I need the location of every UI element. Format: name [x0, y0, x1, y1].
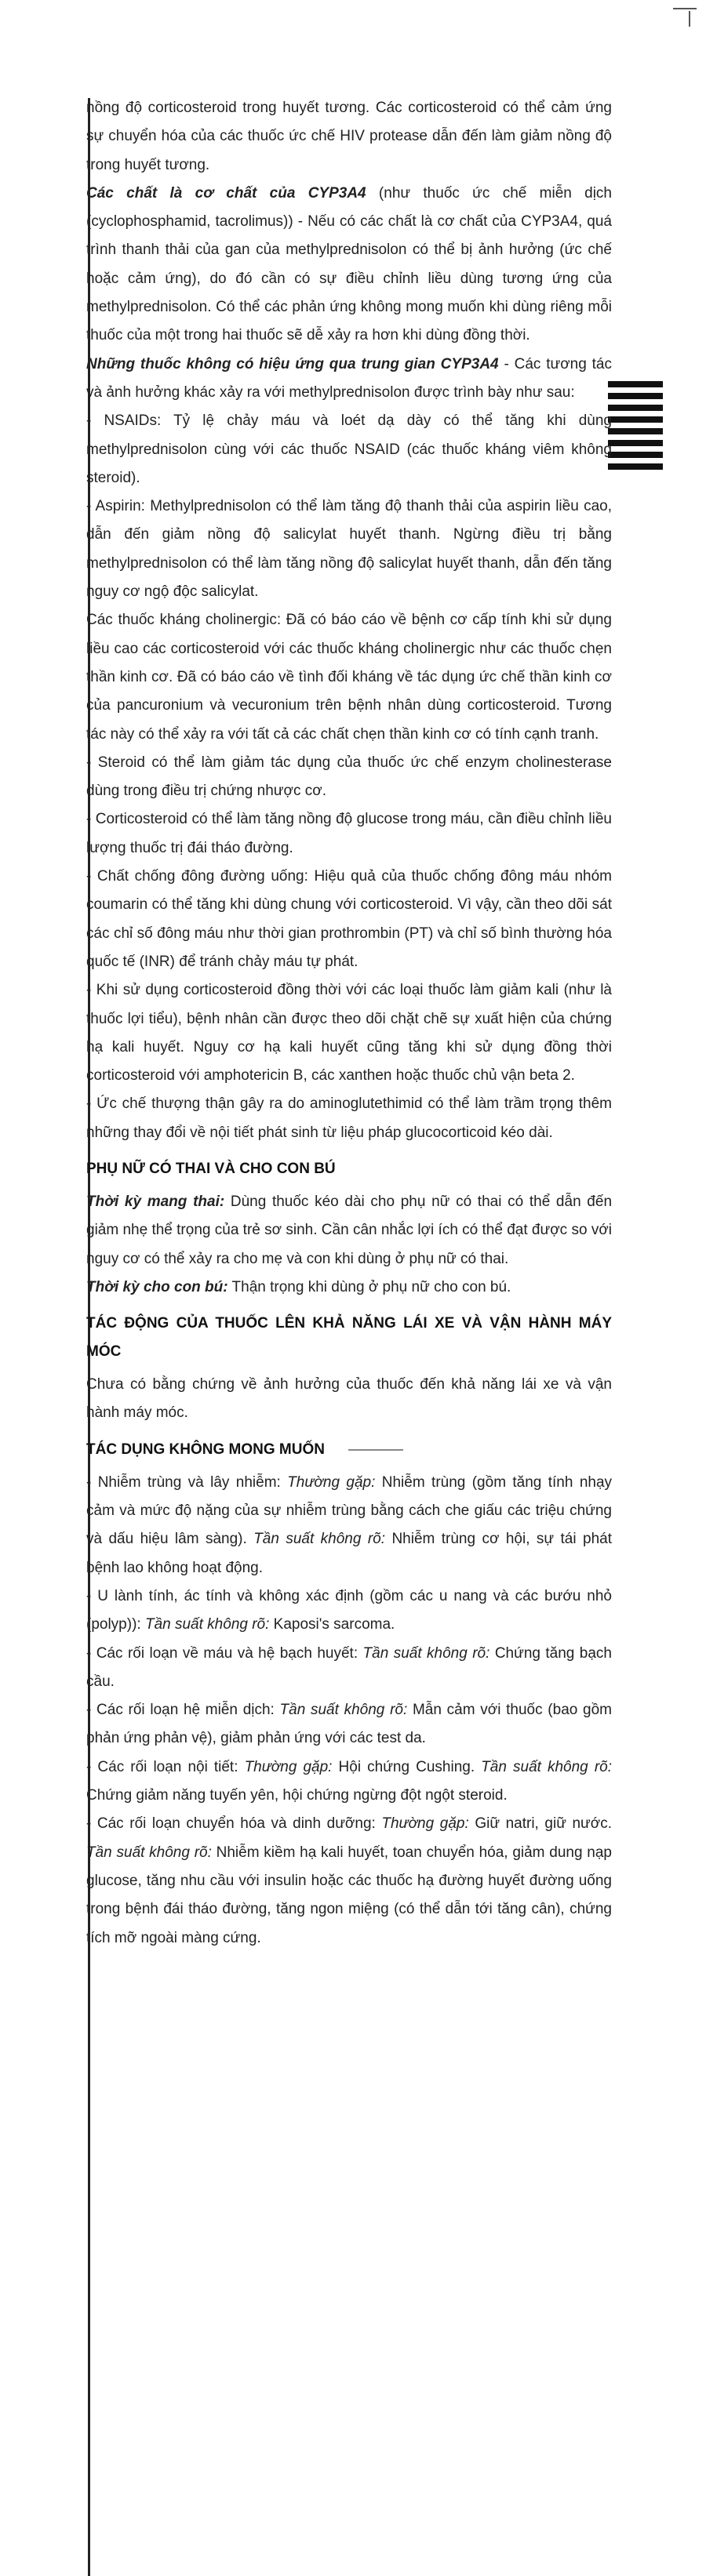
paragraph: - Nhiễm trùng và lây nhiễm: Thường gặp: Nhiễm trùng (gồm tăng tính nhạy cảm và mức độ nặng của sự nhiễm trùng bằng cách che giấu các triệu chứng và dấu hiệu lâm sàng). Tần suất không rõ: Nhiễm trùng cơ hội, sự tái phát bệnh lao không hoạt động. — [86, 1473, 613, 1576]
divider — [348, 1449, 403, 1451]
paragraph-lead: Các chất là cơ chất của CYP3A4 — [86, 184, 366, 202]
paragraph: - Các rối loạn hệ miễn dịch: Tần suất không rõ: Mẫn cảm với thuốc (bao gồm phản ứng phản vệ), giảm phản ứng với các test da. — [86, 1702, 612, 1747]
paragraph: Những thuốc không có hiệu ứng qua trung gian CYP3A4 - Các tương tác và ảnh hưởng khác xảy ra với methylprednisolon được trình bày như sau: — [86, 355, 612, 401]
paragraph: Các chất là cơ chất của CYP3A4 (như thuốc ức chế miễn dịch (cyclophosphamid, tacrolimus)) - Nếu có các chất là cơ chất của CYP3A4, quá trình thanh thải của gan của methylprednisolon có thể bị ảnh hưởng (ức chế hoặc cảm ứng), do đó cần có sự điều chỉnh liều dùng tương ứng của methylprednisolon. Có thể các phản ứng không mong muốn khi dùng riêng mỗi thuốc của một trong hai thuốc sẽ dễ xảy ra hơn khi dùng đồng thời. — [86, 184, 612, 344]
crop-mark — [673, 8, 697, 9]
section-heading-pregnancy: PHỤ NỮ CÓ THAI VÀ CHO CON BÚ — [86, 1160, 336, 1177]
section-heading-adverse: TÁC DỤNG KHÔNG MONG MUỐN — [86, 1436, 612, 1464]
paragraph: nồng độ corticosteroid trong huyết tương. Các corticosteroid có thể cảm ứng sự chuyển hóa của các thuốc ức chế HIV protease dẫn đến làm giảm nồng độ trong huyết tương. — [86, 100, 612, 173]
paragraph: - Ức chế thượng thận gây ra do aminoglutethimid có thể làm trầm trọng thêm những thay đổi về nội tiết phát sinh từ liệu pháp glucocorticoid kéo dài. — [86, 1095, 612, 1141]
paragraph: Các thuốc kháng cholinergic: Đã có báo cáo về bệnh cơ cấp tính khi sử dụng liều cao các corticosteroid với các thuốc kháng cholinergic như các thuốc chẹn thần kinh cơ. Đã có báo cáo về tình đối kháng về tác dụng ức chế thần kinh cơ của pancuronium và vecuronium trên bệnh nhân dùng corticosteroid. Tương tác này có thể xảy ra với tất cả các chất chẹn thần kinh cơ có tính cạnh tranh. — [86, 612, 612, 743]
paragraph: - Steroid có thể làm giảm tác dụng của thuốc ức chế enzym cholinesterase dùng trong điều trị chứng nhược cơ. — [86, 754, 612, 800]
paragraph-lead: Những thuốc không có hiệu ứng qua trung gian CYP3A4 — [86, 355, 499, 372]
paragraph: Chưa có bằng chứng về ảnh hưởng của thuốc đến khả năng lái xe và vận hành máy móc. — [86, 1376, 612, 1422]
paragraph: - U lành tính, ác tính và không xác định (gồm các u nang và các bướu nhỏ (polyp)): Tần suất không rõ: Kaposi's sarcoma. — [86, 1587, 612, 1633]
paragraph: - NSAIDs: Tỷ lệ chảy máu và loét dạ dày có thể tăng khi dùng methylprednisolon cùng với các thuốc NSAID (các thuốc kháng viêm không steroid). — [86, 412, 612, 486]
paragraph: Thời kỳ cho con bú: Thận trọng khi dùng ở phụ nữ cho con bú. — [86, 1278, 511, 1295]
section-heading-driving: TÁC ĐỘNG CỦA THUỐC LÊN KHẢ NĂNG LÁI XE VÀ VẬN HÀNH MÁY MÓC — [86, 1315, 612, 1361]
paragraph: - Corticosteroid có thể làm tăng nồng độ glucose trong máu, cần điều chỉnh liều lượng thuốc trị đái tháo đường. — [86, 811, 612, 856]
paragraph: - Các rối loạn nội tiết: Thường gặp: Hội chứng Cushing. Tần suất không rõ: Chứng giảm năng tuyến yên, hội chứng ngừng đột ngột steroid. — [86, 1758, 612, 1804]
paragraph: - Khi sử dụng corticosteroid đồng thời với các loại thuốc làm giảm kali (như là thuốc lợi tiểu), bệnh nhân cần được theo dõi chặt chẽ sự xuất hiện của chứng hạ kali huyết. Nguy cơ hạ kali huyết cũng tăng khi sử dụng đồng thời corticosteroid với amphotericin B, các xanthen hoặc thuốc chủ vận beta 2. — [86, 982, 612, 1085]
paragraph: Thời kỳ mang thai: Dùng thuốc kéo dài cho phụ nữ có thai có thể dẫn đến giảm nhẹ thể trọng của trẻ sơ sinh. Cần cân nhắc lợi ích có thể đạt được so với nguy cơ có thể xảy ra cho mẹ và con khi dùng ở phụ nữ có thai. — [86, 1193, 613, 1267]
leaflet-text — [86, 94, 612, 1953]
paragraph: - Chất chống đông đường uống: Hiệu quả của thuốc chống đông máu nhóm coumarin có thể tăng khi dùng chung với corticosteroid. Vì vậy, cần theo dõi sát các chỉ số đông máu như thời gian prothrombin (PT) và chỉ số bình thường hóa quốc tế (INR) để tránh chảy máu tự phát. — [86, 868, 612, 970]
paragraph: - Các rối loạn về máu và hệ bạch huyết: Tần suất không rõ: Chứng tăng bạch cầu. — [86, 1644, 612, 1690]
paragraph: - Aspirin: Methylprednisolon có thể làm tăng độ thanh thải của aspirin liều cao, dẫn đến giảm nồng độ salicylat huyết thanh. Ngừng điều trị bằng methylprednisolon có thể làm tăng nồng độ salicylat huyết thanh, dẫn đến tăng nguy cơ ngộ độc salicylat. — [86, 498, 612, 601]
paragraph: - Các rối loạn chuyển hóa và dinh dưỡng: Thường gặp: Giữ natri, giữ nước. Tần suất không rõ: Nhiễm kiềm hạ kali huyết, toan chuyển hóa, giảm dung nạp glucose, tăng nhu cầu với insulin hoặc các thuốc hạ đường huyết đường uống trong bệnh đái tháo đường, tăng ngon miệng (có thể dẫn tới tăng cân), chứng tích mỡ ngoài màng cứng. — [86, 1815, 613, 1946]
crop-mark — [689, 11, 690, 27]
page-marker-bars — [608, 381, 663, 475]
